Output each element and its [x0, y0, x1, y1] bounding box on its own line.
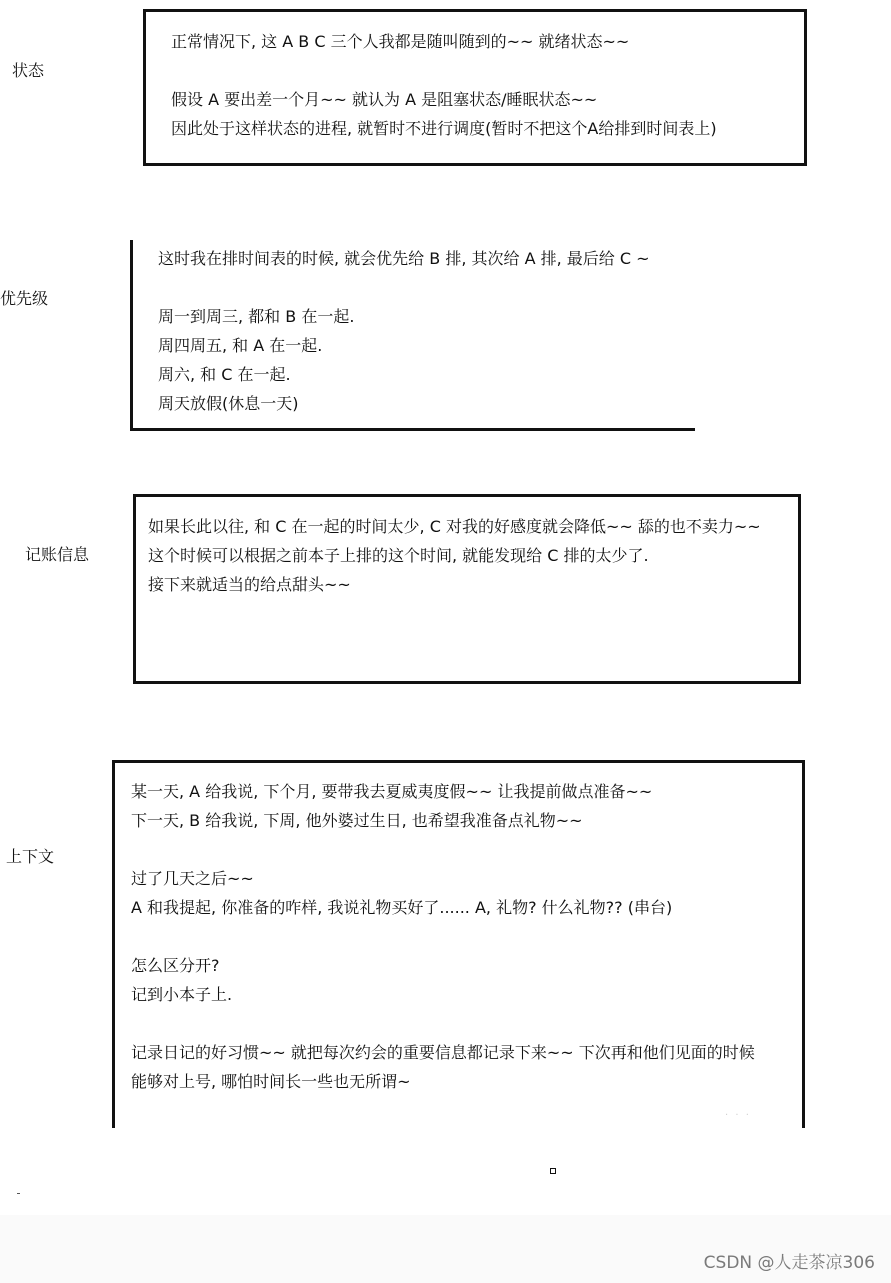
priority-line-2: 周一到周三, 都和 B 在一起.	[158, 307, 355, 326]
context-line-4: A 和我提起, 你准备的咋样, 我说礼物买好了...... A, 礼物? 什么礼物?? (串台)	[131, 898, 673, 917]
resize-handle-icon[interactable]	[550, 1168, 556, 1174]
stray-dot	[17, 1193, 20, 1194]
context-line-2: 下一天, B 给我说, 下周, 他外婆过生日, 也希望我准备点礼物~~	[131, 811, 583, 830]
section-label-context: 上下文	[6, 847, 55, 866]
context-line-3: 过了几天之后~~	[131, 869, 254, 888]
accounting-line-1: 如果长此以往, 和 C 在一起的时间太少, C 对我的好感度就会降低~~ 舔的也不卖力~~	[148, 517, 761, 536]
section-label-accounting: 记账信息	[25, 545, 90, 564]
state-line-1: 正常情况下, 这 A B C 三个人我都是随叫随到的~~ 就绪状态~~	[171, 32, 630, 51]
priority-line-1: 这时我在排时间表的时候, 就会优先给 B 排, 其次给 A 排, 最后给 C ~	[158, 249, 650, 268]
priority-line-3: 周四周五, 和 A 在一起.	[158, 336, 323, 355]
context-line-8: 能够对上号, 哪怕时间长一些也无所谓~	[131, 1072, 411, 1091]
priority-line-4: 周六, 和 C 在一起.	[158, 365, 291, 384]
faint-scribble: · · ·	[725, 1110, 751, 1121]
state-line-3: 因此处于这样状态的进程, 就暂时不进行调度(暂时不把这个A给排到时间表上)	[171, 119, 717, 138]
accounting-line-2: 这个时候可以根据之前本子上排的这个时间, 就能发现给 C 排的太少了.	[148, 546, 649, 565]
state-line-2: 假设 A 要出差一个月~~ 就认为 A 是阻塞状态/睡眠状态~~	[171, 90, 598, 109]
context-line-5: 怎么区分开?	[131, 956, 220, 975]
context-line-7: 记录日记的好习惯~~ 就把每次约会的重要信息都记录下来~~ 下次再和他们见面的时候	[131, 1043, 755, 1062]
csdn-watermark: CSDN @人走茶凉306	[703, 1253, 875, 1273]
priority-line-5: 周天放假(休息一天)	[158, 394, 299, 413]
section-label-priority: 优先级	[0, 289, 49, 308]
context-line-6: 记到小本子上.	[131, 985, 233, 1004]
accounting-line-3: 接下来就适当的给点甜头~~	[148, 575, 351, 594]
context-line-1: 某一天, A 给我说, 下个月, 要带我去夏威夷度假~~ 让我提前做点准备~~	[131, 782, 653, 801]
section-label-state: 状态	[12, 61, 45, 80]
